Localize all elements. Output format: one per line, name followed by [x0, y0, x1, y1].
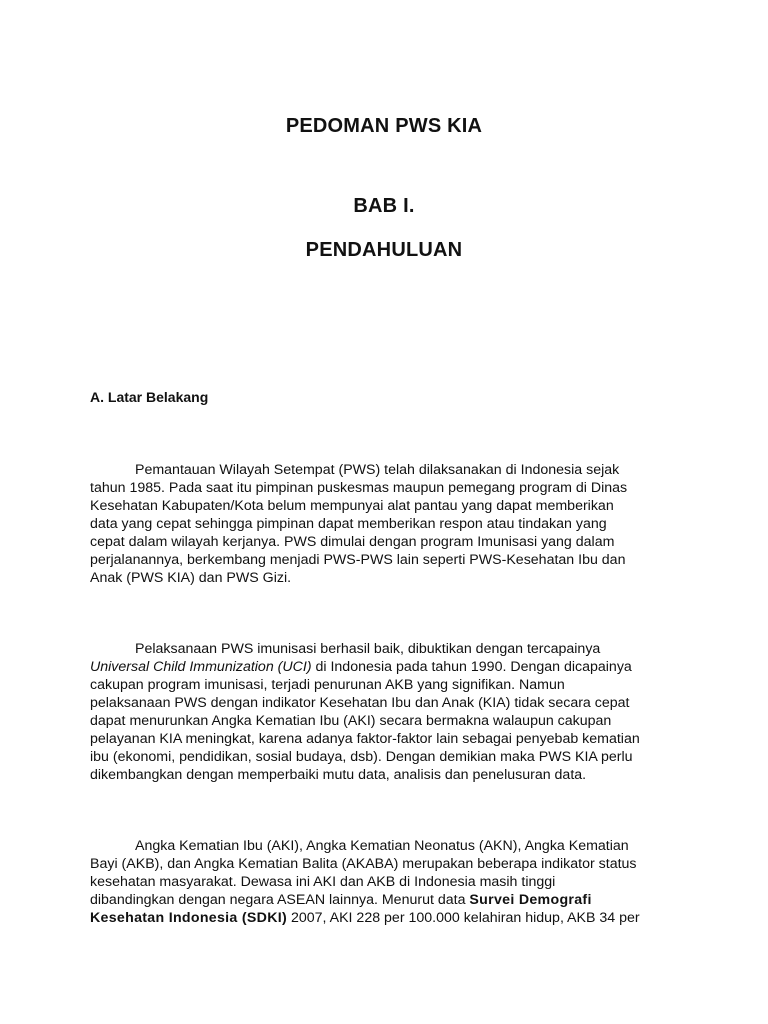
paragraph-line: Pemantauan Wilayah Setempat (PWS) telah dilaksanakan di Indonesia sejak: [135, 462, 620, 478]
paragraph-2: [90, 640, 682, 784]
paragraph-line: Pelaksanaan PWS imunisasi berhasil baik, dibuktikan dengan tercapainya: [135, 641, 601, 657]
paragraph-text: dibandingkan dengan negara ASEAN lainnya. Menurut data: [90, 892, 470, 908]
paragraph-line: pelaksanaan PWS dengan indikator Kesehatan Ibu dan Anak (KIA) tidak secara cepat: [90, 695, 630, 711]
section-heading: A. Latar Belakang: [90, 389, 209, 405]
paragraph-line: tahun 1985. Pada saat itu pimpinan puskesmas maupun pemegang program di Dinas: [90, 480, 628, 496]
paragraph-line: ibu (ekonomi, pendidikan, sosial budaya, dsb). Dengan demikian maka PWS KIA perlu: [90, 749, 633, 765]
paragraph-line: Kesehatan Kabupaten/Kota belum mempunyai alat pantau yang dapat memberikan: [90, 498, 614, 514]
paragraph-line: cakupan program imunisasi, terjadi penurunan AKB yang signifikan. Namun: [90, 677, 565, 693]
paragraph-text: di Indonesia pada tahun 1990. Dengan dicapainya: [311, 659, 632, 675]
paragraph-line: perjalanannya, berkembang menjadi PWS-PWS lain seperti PWS-Kesehatan Ibu dan: [90, 552, 626, 568]
italic-term: Universal Child Immunization (UCI): [90, 659, 312, 675]
paragraph-text: 2007, AKI 228 per 100.000 kelahiran hidup, AKB 34 per: [287, 910, 640, 926]
paragraph-line: [90, 891, 682, 909]
paragraph-line: cepat dalam wilayah kerjanya. PWS dimulai dengan program Imunisasi yang dalam: [90, 534, 615, 550]
paragraph-line: Angka Kematian Ibu (AKI), Angka Kematian Neonatus (AKN), Angka Kematian: [135, 838, 629, 854]
paragraph-line: dapat menurunkan Angka Kematian Ibu (AKI) secara bermakna walaupun cakupan: [90, 713, 612, 729]
paragraph-line: [90, 909, 682, 927]
chapter-title: PENDAHULUAN: [305, 239, 463, 261]
document-title: PEDOMAN PWS KIA: [285, 115, 483, 137]
bold-term: Kesehatan Indonesia (SDKI): [90, 910, 288, 926]
chapter-number: BAB I.: [353, 195, 415, 217]
paragraph-line: Anak (PWS KIA) dan PWS Gizi.: [90, 570, 292, 586]
paragraph-line: kesehatan masyarakat. Dewasa ini AKI dan AKB di Indonesia masih tinggi: [90, 874, 556, 890]
paragraph-line: [90, 658, 682, 676]
paragraph-1: [90, 461, 682, 587]
paragraph-line: pelayanan KIA meningkat, karena adanya faktor-faktor lain sebagai penyebab kematian: [90, 731, 640, 747]
paragraph-3: [90, 837, 682, 927]
paragraph-line: Bayi (AKB), dan Angka Kematian Balita (AKABA) merupakan beberapa indikator status: [90, 856, 637, 872]
paragraph-line: dikembangkan dengan memperbaiki mutu data, analisis dan penelusuran data.: [90, 767, 587, 783]
paragraph-line: data yang cepat sehingga pimpinan dapat memberikan respon atau tindakan yang: [90, 516, 607, 532]
bold-term: Survei Demografi: [469, 892, 592, 908]
